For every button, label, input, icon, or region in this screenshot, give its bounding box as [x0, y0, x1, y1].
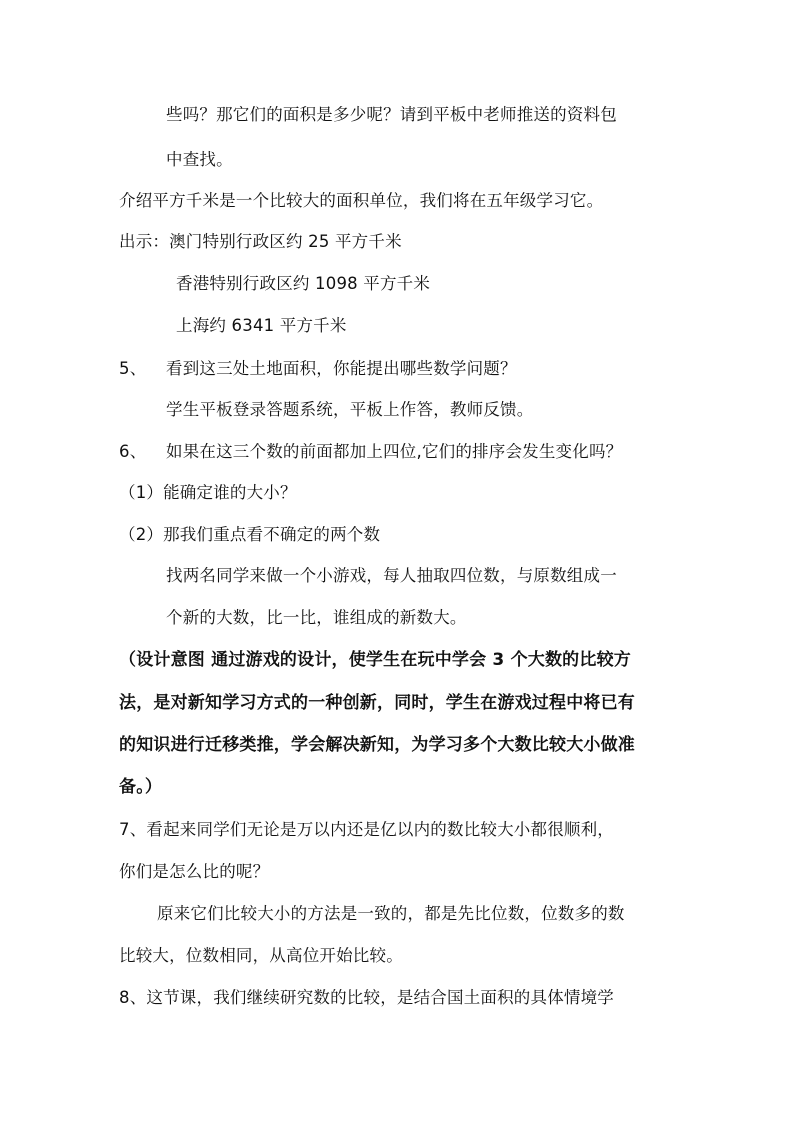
design-intent-line-4: 备。）	[119, 777, 163, 797]
text-line-13: （2）那我们重点看不确定的两个数	[119, 525, 381, 544]
list-number-6: 6、	[119, 442, 147, 461]
text-line-24: 8、这节课，我们继续研究数的比较，是结合国土面积的具体情境学	[119, 988, 614, 1007]
text-line-20: 7、看起来同学们无论是万以内还是亿以内的数比较大小都很顺利，	[119, 820, 614, 839]
text-line-5: 香港特别行政区约 1098 平方千米	[176, 274, 431, 293]
text-line-21: 你们是怎么比的呢？	[119, 862, 270, 881]
text-line-9: 学生平板登录答题系统，平板上作答，教师反馈。	[166, 400, 534, 419]
text-line-8: 看到这三处土地面积，你能提出哪些数学问题？	[166, 359, 517, 378]
text-line-15: 个新的大数，比一比，谁组成的新数大。	[166, 608, 467, 627]
text-line-4: 出示：澳门特别行政区约 25 平方千米	[119, 232, 402, 251]
text-line-2: 中查找。	[166, 150, 233, 169]
design-intent-line-1: （设计意图 通过游戏的设计，使学生在玩中学会 3 个大数的比较方	[119, 650, 631, 670]
text-line-23: 比较大，位数相同，从高位开始比较。	[119, 946, 403, 965]
text-line-22: 原来它们比较大小的方法是一致的，都是先比位数，位数多的数	[157, 904, 625, 923]
text-line-14: 找两名同学来做一个小游戏，每人抽取四位数，与原数组成一	[166, 566, 617, 585]
text-line-1: 些吗？那它们的面积是多少呢？请到平板中老师推送的资料包	[166, 105, 617, 124]
design-intent-line-3: 的知识进行迁移类推，学会解决新知，为学习多个大数比较大小做准	[119, 735, 635, 755]
design-intent-line-2: 法，是对新知学习方式的一种创新，同时，学生在游戏过程中将已有	[119, 693, 635, 713]
text-line-12: （1）能确定谁的大小？	[119, 483, 297, 502]
text-line-3: 介绍平方千米是一个比较大的面积单位，我们将在五年级学习它。	[119, 191, 604, 210]
text-line-6: 上海约 6341 平方千米	[176, 316, 347, 335]
list-number-5: 5、	[119, 359, 147, 378]
text-line-11: 如果在这三个数的前面都加上四位,它们的排序会发生变化吗？	[166, 442, 623, 461]
